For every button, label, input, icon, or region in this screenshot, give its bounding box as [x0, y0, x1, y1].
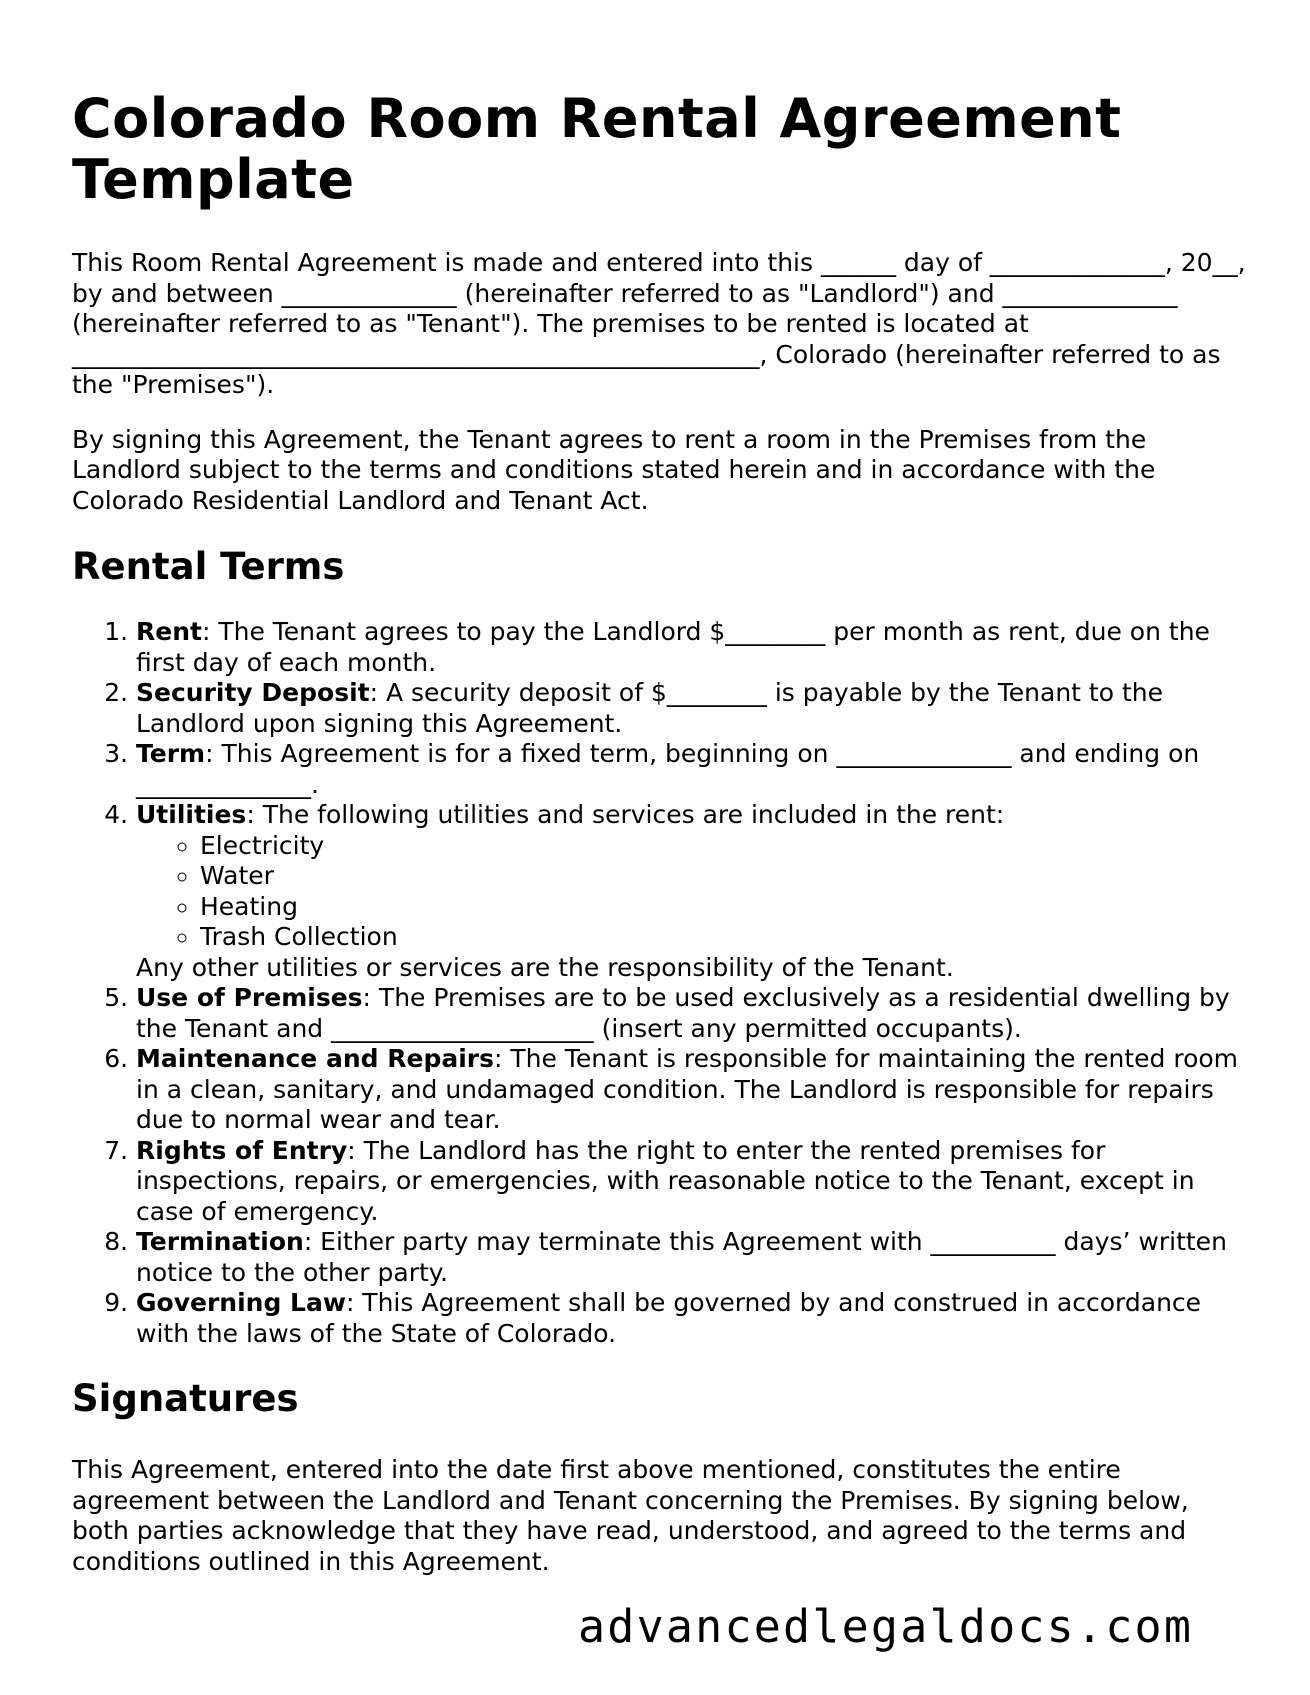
term-item-maintenance: [136, 1044, 1252, 1136]
signatures-heading: Signatures: [72, 1377, 299, 1420]
intro-paragraph-2: By signing this Agreement, the Tenant agrees to rent a room in the Premises from the Landlord subject to the terms and conditions stated herein and in accordance with the Colorado Residential Landlord and Tenant Act.: [72, 424, 1156, 515]
rental-terms-list: [72, 617, 1252, 1349]
utilities-note: Any other utilities or services are the responsibility of the Tenant.: [136, 952, 954, 982]
term-text: : This Agreement is for a fixed term, beginning on ______________ and ending on ______________.: [136, 739, 1200, 799]
term-label: Maintenance and Repairs: [136, 1044, 494, 1073]
term-text: : A security deposit of $________ is payable by the Tenant to the Landlord upon signing this Agreement.: [136, 678, 1164, 738]
utility-item: ◦ Electricity: [200, 831, 1252, 862]
term-item-term: [136, 739, 1252, 800]
term-text: : Either party may terminate this Agreement with __________ days’ written notice to the other party.: [136, 1227, 1227, 1287]
signatures-paragraph: This Agreement, entered into the date first above mentioned, constitutes the entire agreement between the Landlord and Tenant concerning the Premises. By signing below, both parties acknowledge that they have read, understood, and agreed to the terms and conditions outlined in this Agreement.: [72, 1455, 1189, 1576]
utility-item: ◦ Heating: [200, 892, 1252, 923]
term-item-use-of-premises: [136, 983, 1252, 1044]
term-item-governing-law: [136, 1288, 1252, 1349]
term-item-rights-of-entry: [136, 1136, 1252, 1228]
term-item-rent: [136, 617, 1252, 678]
term-text: : The Tenant agrees to pay the Landlord $________ per month as rent, due on the first day of each month.: [136, 617, 1210, 677]
document-page: [72, 88, 1252, 1577]
intro-paragraph-1: This Room Rental Agreement is made and entered into this ______ day of ______________, 20__, by and between ______________ (hereinafter referred to as "Landlord") and ______________ (hereinafter referred to as "Tenant"). The premises to be rented is located at _______________________________________________________, Colorado (hereinafter referred to as the "Premises").: [72, 248, 1246, 399]
term-label: Termination: [136, 1227, 304, 1256]
term-label: Security Deposit: [136, 678, 370, 707]
term-label: Use of Premises: [136, 983, 363, 1012]
term-text: : The following utilities and services are included in the rent:: [246, 800, 1005, 829]
term-text: : The Landlord has the right to enter the rented premises for inspections, repairs, or emergencies, with reasonable notice to the Tenant, except in case of emergency.: [136, 1135, 1195, 1226]
utility-item: ◦ Water: [200, 861, 1252, 892]
term-item-security-deposit: [136, 678, 1252, 739]
term-label: Term: [136, 739, 206, 768]
term-item-termination: [136, 1227, 1252, 1288]
utility-item: ◦ Trash Collection: [200, 922, 1252, 953]
term-text: : The Tenant is responsible for maintaining the rented room in a clean, sanitary, and undamaged condition. The Landlord is responsible for repairs due to normal wear and tear.: [136, 1044, 1239, 1134]
rental-terms-heading: Rental Terms: [72, 545, 345, 588]
term-item-utilities: [136, 800, 1252, 983]
term-label: Rights of Entry: [136, 1135, 348, 1165]
term-text: : The Premises are to be used exclusively as a residential dwelling by the Tenant and _____________________ (insert any permitted occupants).: [136, 983, 1230, 1043]
document-title: Colorado Room Rental Agreement Template: [72, 87, 1122, 211]
term-text: : This Agreement shall be governed by and construed in accordance with the laws of the State of Colorado.: [136, 1288, 1202, 1348]
utilities-list: [136, 831, 1252, 953]
term-label: Governing Law: [136, 1288, 346, 1317]
watermark-text: advancedlegaldocs.com: [578, 1600, 1194, 1653]
term-label: Utilities: [136, 800, 247, 829]
term-label: Rent: [136, 617, 202, 646]
